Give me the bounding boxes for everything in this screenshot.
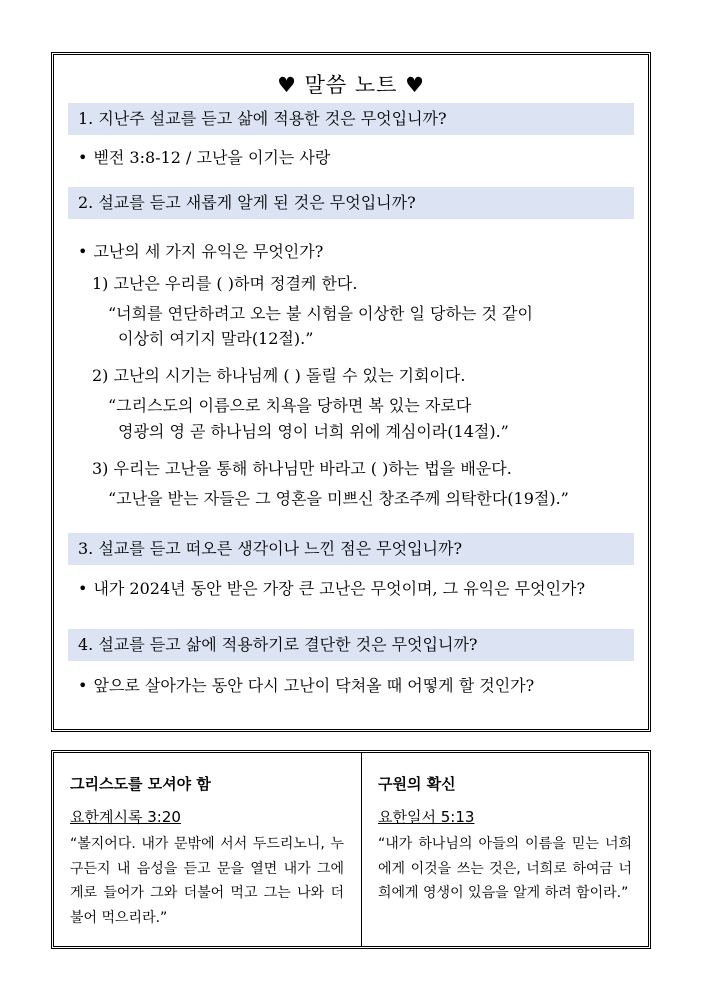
verse-title: 그리스도를 모셔야 함: [70, 775, 211, 793]
memory-verse-left: [54, 753, 362, 946]
q1-answer: • 벧전 3:8-12 / 고난을 이기는 사랑: [78, 145, 330, 168]
verse-title: 구원의 확신: [378, 775, 456, 793]
point-3-quote: “고난을 받는 자들은 그 영혼을 미쁘신 창조주께 의탁한다(19절).”: [108, 489, 569, 508]
verse-reference: 요한일서 5:13: [378, 808, 475, 826]
point-1-quote-line2: 이상히 여기지 말라(12절).”: [118, 329, 314, 348]
point-2-quote-line2: 영광의 영 곧 하나님의 영이 너희 위에 계심이라(14절).”: [118, 422, 509, 441]
point-1-quote-line1: “너희를 연단하려고 오는 불 시험을 이상한 일 당하는 것 같이: [108, 304, 533, 323]
note-title: ♥ 말씀 노트 ♥: [277, 73, 425, 97]
q2-intro: • 고난의 세 가지 유익은 무엇인가?: [78, 239, 323, 262]
question-1: 1. 지난주 설교를 듣고 삶에 적용한 것은 무엇입니까?: [68, 103, 634, 135]
question-4: 4. 설교를 듣고 삶에 적용하기로 결단한 것은 무엇입니까?: [68, 629, 634, 661]
point-2: 2) 고난의 시기는 하나님께 ( ) 돌릴 수 있는 기회이다.: [92, 366, 466, 385]
sermon-note-box: [51, 52, 651, 732]
question-3: 3. 설교를 듣고 떠오른 생각이나 느낀 점은 무엇입니까?: [68, 533, 634, 565]
memory-verse-right: [362, 753, 648, 946]
q3-bullet: • 내가 2024년 동안 받은 가장 큰 고난은 무엇이며, 그 유익은 무엇인가?: [78, 576, 585, 599]
question-2: 2. 설교를 듣고 새롭게 알게 된 것은 무엇입니까?: [68, 187, 634, 219]
q4-bullet: • 앞으로 살아가는 동안 다시 고난이 닥쳐올 때 어떻게 할 것인가?: [78, 673, 534, 696]
verse-text: “볼지어다. 내가 문밖에 서서 두드리노니, 누구든지 내 음성을 듣고 문을 열면 내가 그에게로 들어가 그와 더불어 먹고 그는 나와 더불어 먹으리라.”: [70, 836, 344, 926]
point-1: 1) 고난은 우리를 ( )하며 정결케 한다.: [92, 274, 358, 293]
memory-verse-box: [51, 750, 651, 949]
verse-reference: 요한계시록 3:20: [70, 808, 181, 826]
point-3: 3) 우리는 고난을 통해 하나님만 바라고 ( )하는 법을 배운다.: [92, 459, 512, 478]
point-2-quote-line1: “그리스도의 이름으로 치욕을 당하면 복 있는 자로다: [108, 396, 472, 415]
verse-text: “내가 하나님의 아들의 이름을 믿는 너희에게 이것을 쓰는 것은, 너희로 하여금 너희에게 영생이 있음을 알게 하려 함이라.”: [378, 836, 632, 901]
